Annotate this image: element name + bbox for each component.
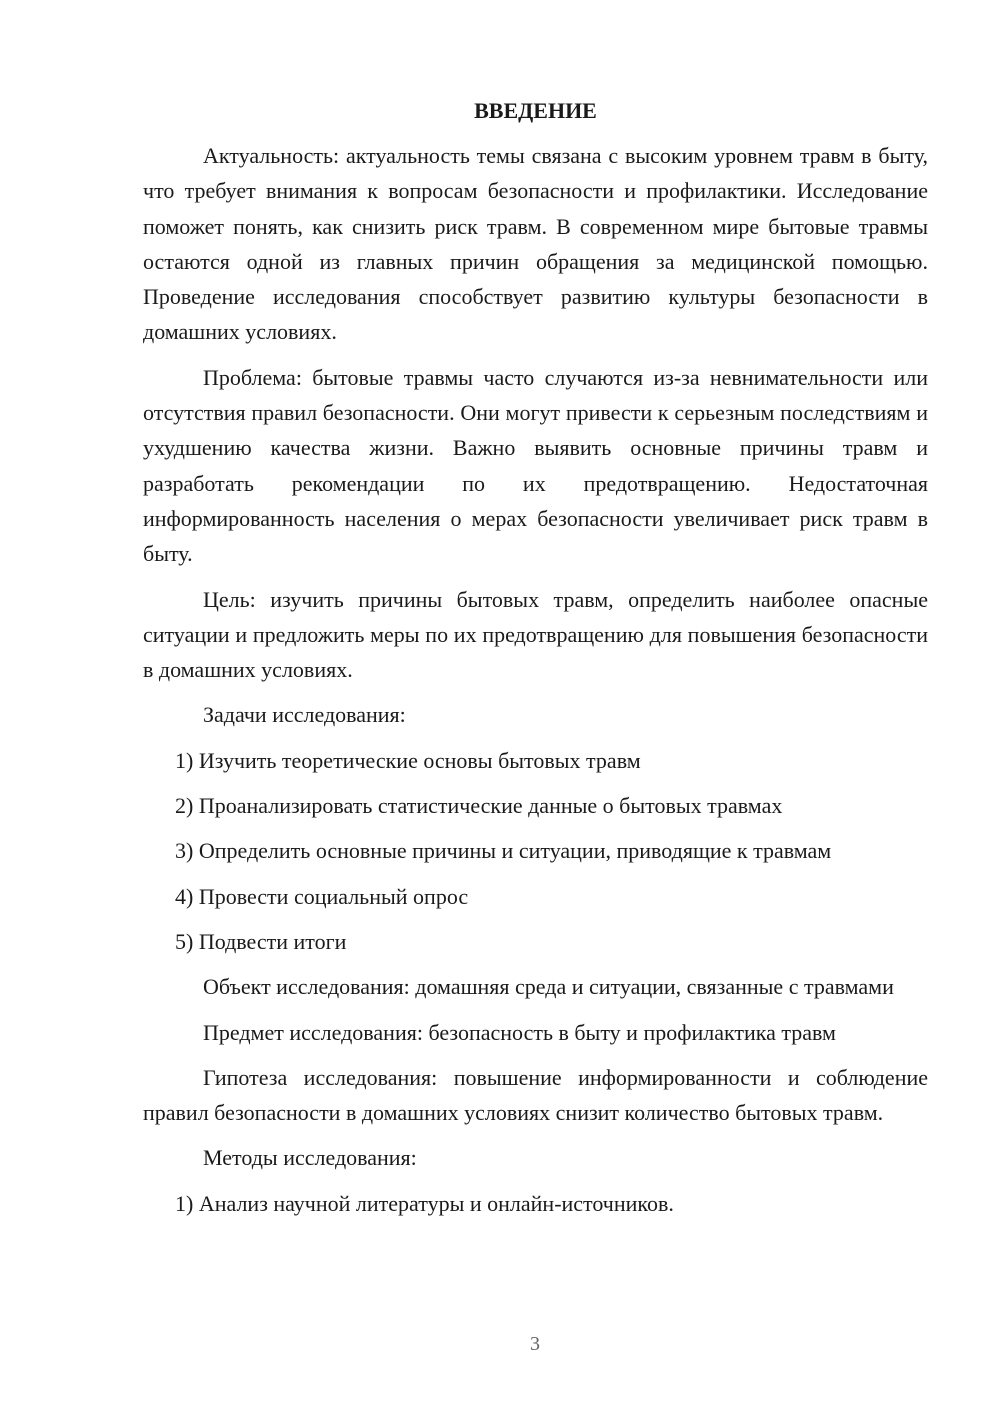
subject-paragraph: Предмет исследования: безопасность в быту и профилактика травм [203, 1019, 836, 1045]
list-item: 2) Проанализировать статистические данные о бытовых травмах [175, 793, 783, 819]
problem-paragraph: Проблема: бытовые травмы часто случаются из-за невнимательности или отсутствия правил безопасности. Они могут привести к серьезным последствиям и ухудшению качества жизни. Важно выявить основные причины травм и разработать рекомендации по их предотвращению. Недостаточная информированность населения о мерах безопасности увеличивает риск травм в быту. [143, 364, 928, 567]
document-page [143, 95, 928, 1231]
hypothesis-paragraph: Гипотеза исследования: повышение информированности и соблюдение правил безопасности в домашних условиях снизит количество бытовых травм. [143, 1064, 928, 1126]
object-paragraph: Объект исследования: домашняя среда и ситуации, связанные с травмами [203, 974, 894, 1000]
list-item: 4) Провести социальный опрос [175, 883, 469, 909]
tasks-heading: Задачи исследования: [203, 702, 406, 728]
methods-list [143, 1186, 928, 1221]
page-title: ВВЕДЕНИЕ [474, 98, 597, 123]
methods-heading: Методы исследования: [203, 1145, 417, 1171]
goal-paragraph: Цель: изучить причины бытовых травм, определить наиболее опасные ситуации и предложить меры по их предотвращению для повышения безопасности в домашних условиях. [143, 586, 928, 683]
page-number: 3 [530, 1333, 540, 1355]
list-item: 5) Подвести итоги [175, 928, 347, 954]
list-item: 1) Изучить теоретические основы бытовых травм [175, 747, 641, 773]
list-item: 1) Анализ научной литературы и онлайн-источников. [175, 1190, 674, 1216]
tasks-list [143, 743, 928, 959]
relevance-paragraph: Актуальность: актуальность темы связана с высоким уровнем травм в быту, что требует внимания к вопросам безопасности и профилактики. Исследование поможет понять, как снизить риск травм. В современном мире бытовые травмы остаются одной из главных причин обращения за медицинской помощью. Проведение исследования способствует развитию культуры безопасности в домашних условиях. [143, 143, 928, 345]
list-item: 3) Определить основные причины и ситуации, приводящие к травмам [175, 838, 832, 864]
